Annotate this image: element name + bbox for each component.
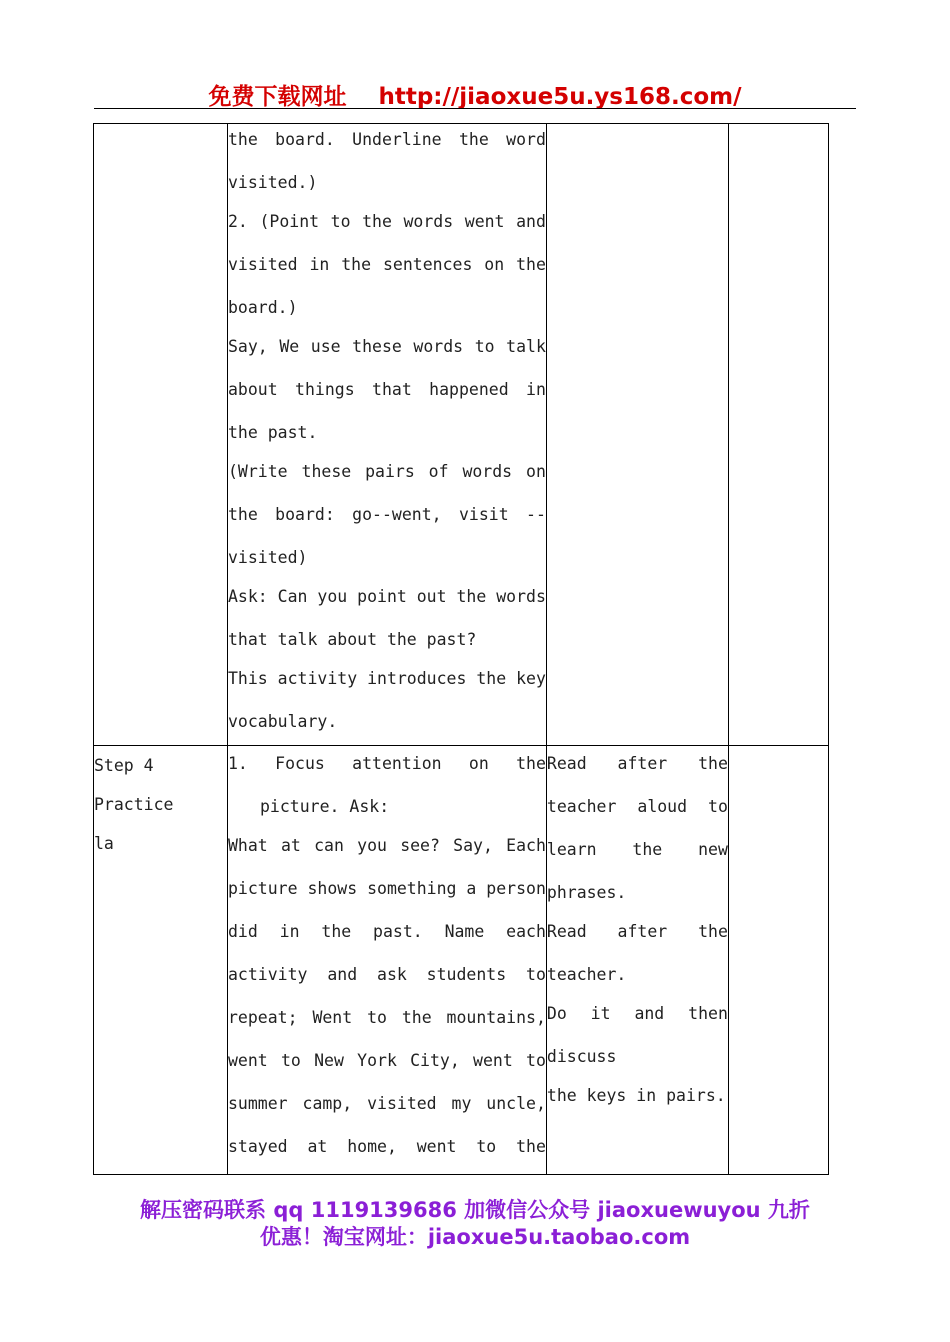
step-line: Step 4 xyxy=(94,756,154,775)
teacher-activity-cell xyxy=(228,124,547,746)
activity-line: 1. Focus attention on the xyxy=(228,754,546,773)
student-activity-cell xyxy=(546,124,728,746)
header-label: 免费下载网址 xyxy=(208,84,347,110)
activity-line: What at can you see? Say, Each xyxy=(228,836,546,855)
step-cell xyxy=(94,124,228,746)
step-line: la xyxy=(94,834,114,853)
student-line: Do it and then xyxy=(546,1004,728,1023)
notes-cell xyxy=(728,746,828,1175)
notes-cell xyxy=(728,124,828,746)
activity-line: the past. xyxy=(228,423,318,442)
footer-banner xyxy=(0,1197,950,1251)
table-row xyxy=(94,124,829,746)
footer-line-2[interactable]: 优惠！淘宝网址：jiaoxue5u.taobao.com xyxy=(259,1225,691,1249)
footer-line-1: 解压密码联系 qq 1119139686 加微信公众号 jiaoxuewuyou 九折 xyxy=(140,1198,810,1222)
activity-line: visited) xyxy=(228,548,308,567)
activity-line: went to New York City, went to xyxy=(228,1051,546,1070)
activity-line: the board. Underline the word xyxy=(228,130,546,149)
student-line: Read after the xyxy=(546,754,728,773)
activity-line: picture. Ask: xyxy=(260,797,390,816)
student-line: teacher aloud to xyxy=(546,797,728,816)
activity-line: stayed at home, went to the xyxy=(228,1137,546,1156)
student-line: the keys in pairs. xyxy=(546,1086,726,1105)
activity-line: the board: go--went, visit -- xyxy=(228,505,546,524)
student-line: phrases. xyxy=(546,883,627,902)
activity-line: 2. (Point to the words went and xyxy=(228,212,546,231)
student-line: Read after the xyxy=(546,922,728,941)
activity-line: visited in the sentences on the xyxy=(228,255,546,274)
activity-line: Ask: Can you point out the words xyxy=(228,587,546,606)
activity-line: picture shows something a person xyxy=(228,879,546,898)
activity-line: vocabulary. xyxy=(228,712,338,731)
activity-line: Say, We use these words to talk xyxy=(228,337,546,356)
activity-line: did in the past. Name each xyxy=(228,922,546,941)
student-activity-cell xyxy=(546,746,728,1175)
activity-line: summer camp, visited my uncle, xyxy=(228,1094,546,1113)
activity-line: board.) xyxy=(228,298,298,317)
activity-line: visited.) xyxy=(228,173,318,192)
student-line: learn the new xyxy=(546,840,728,859)
activity-line: (Write these pairs of words on xyxy=(228,462,546,481)
activity-line: activity and ask students to xyxy=(228,965,546,984)
step-cell xyxy=(94,746,228,1175)
step-line: Practice xyxy=(94,795,174,814)
header-url[interactable]: http://jiaoxue5u.ys168.com/ xyxy=(378,84,742,110)
student-line: discuss xyxy=(546,1047,617,1066)
header-rule xyxy=(94,108,856,109)
lesson-plan-table xyxy=(93,123,829,1175)
activity-line: This activity introduces the key xyxy=(228,669,546,688)
header-banner xyxy=(0,78,950,111)
activity-line: about things that happened in xyxy=(228,380,546,399)
activity-line: that talk about the past? xyxy=(228,630,477,649)
table-row xyxy=(94,746,829,1175)
student-line: teacher. xyxy=(546,965,627,984)
teacher-activity-cell xyxy=(228,746,547,1175)
activity-line: repeat; Went to the mountains, xyxy=(228,1008,546,1027)
